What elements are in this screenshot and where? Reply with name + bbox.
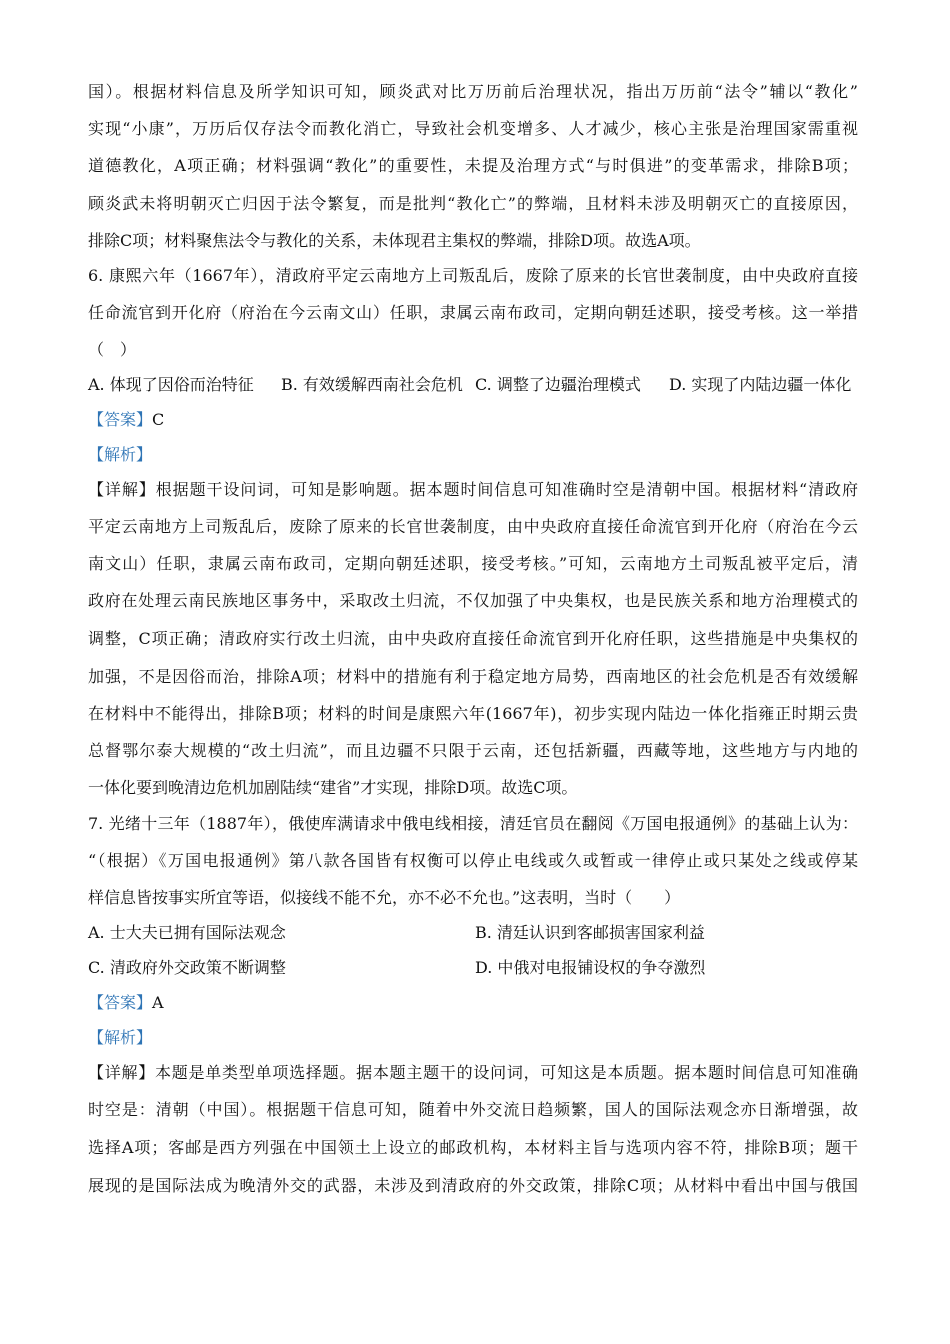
question-6-stem: （ ） <box>88 340 137 359</box>
paragraph-line: 道德教化，A项正确；材料强调“教化”的重要性，未提及治理方式“与时俱进”的变革需求，排除B项； <box>88 156 858 175</box>
q6-detail-line: 政府在处理云南民族地区事务中，采取改土归流，不仅加强了中央集权，也是民族关系和地方治理模式的 <box>88 591 858 610</box>
question-6-stem: 6. 康熙六年（1667年），清政府平定云南地方上司叛乱后，废除了原来的长官世袭制度，由中央政府直接 <box>88 266 858 285</box>
q6-detail-line <box>88 478 858 502</box>
q7-detail-line: 时空是：清朝（中国）。根据题干信息可知，随着中外交流日趋频繁，国人的国际法观念亦日渐增强，故 <box>88 1100 858 1119</box>
question-7-stem: “（根据）《万国电报通例》第八款各国皆有权衡可以停止电线或久或暂或一律停止或只某处之线或停某 <box>88 851 858 870</box>
paragraph-line: 顾炎武未将明朝灭亡归因于法令繁复，而是批判“教化亡”的弊端，且材料未涉及明朝灭亡的直接原因， <box>88 194 858 213</box>
question-7-stem: 样信息皆按事实所宜等语，似接线不能不允，亦不必不允也。”这表明，当时（ ） <box>88 888 681 907</box>
q7-option-b: B. 清廷认识到客邮损害国家利益 <box>475 923 705 942</box>
q7-analysis-label <box>88 1026 858 1050</box>
paragraph-line: 国）。根据材料信息及所学知识可知，顾炎武对比万历前后治理状况，指出万历前“法令”辅以“教化” <box>88 82 858 101</box>
q7-answer <box>88 991 858 1015</box>
detail-text: 根据题干设问词，可知是影响题。据本题时间信息可知准确时空是清朝中国。根据材料“清政府 <box>155 480 858 499</box>
analysis-label: 【解析】 <box>88 1028 153 1047</box>
detail-label: 【详解】 <box>88 480 156 499</box>
detail-label: 【详解】 <box>88 1063 156 1082</box>
q7-option-a: A. 士大夫已拥有国际法观念 <box>88 923 286 942</box>
question-6-stem: 任命流官到开化府（府治在今云南文山）任职，隶属云南布政司，定期向朝廷述职，接受考核。这一举措 <box>88 303 858 322</box>
q6-detail-line: 调整，C项正确；清政府实行改土归流，由中央政府直接任命流官到开化府任职，这些措施是中央集权的 <box>88 629 858 648</box>
q6-answer <box>88 408 858 432</box>
q6-option-a: A. 体现了因俗而治特征 <box>88 375 254 394</box>
q6-option-c: C. 调整了边疆治理模式 <box>475 375 641 394</box>
q6-option-d: D. 实现了内陆边疆一体化 <box>669 375 852 394</box>
q6-detail-line: 加强，不是因俗而治，排除A项；材料中的措施有利于稳定地方局势，西南地区的社会危机是否有效缓解 <box>88 667 858 686</box>
answer-value: A <box>152 993 164 1012</box>
q6-detail-line: 总督鄂尔泰大规模的“改土归流”，而且边疆不只限于云南，还包括新疆，西藏等地，这些地方与内地的 <box>88 741 858 760</box>
answer-label: 【答案】 <box>88 410 153 429</box>
q6-option-b: B. 有效缓解西南社会危机 <box>281 375 463 394</box>
q6-detail-line: 一体化要到晚清边危机加剧陆续“建省”才实现，排除D项。故选C项。 <box>88 778 578 797</box>
q7-detail-line: 选择A项；客邮是西方列强在中国领土上设立的邮政机构，本材料主旨与选项内容不符，排除B项；题干 <box>88 1138 858 1157</box>
q6-analysis-label <box>88 443 858 467</box>
analysis-label: 【解析】 <box>88 445 153 464</box>
answer-label: 【答案】 <box>88 993 153 1012</box>
q6-detail-line: 在材料中不能得出，排除B项；材料的时间是康熙六年(1667年)，初步实现内陆边一体化指雍正时期云贵 <box>88 704 858 723</box>
q7-detail-line <box>88 1061 858 1085</box>
q7-option-d: D. 中俄对电报铺设权的争夺激烈 <box>475 958 706 977</box>
detail-text: 本题是单类型单项选择题。据本题主题干的设问词，可知这是本质题。据本题时间信息可知准确 <box>155 1063 858 1082</box>
q6-detail-line: 南文山）任职，隶属云南布政司，定期向朝廷述职，接受考核。”可知，云南地方土司叛乱被平定后，清 <box>88 554 858 573</box>
q6-detail-line: 平定云南地方上司叛乱后，废除了原来的长官世袭制度，由中央政府直接任命流官到开化府（府治在今云 <box>88 517 858 536</box>
paragraph-line: 排除C项；材料聚焦法令与教化的关系，未体现君主集权的弊端，排除D项。故选A项。 <box>88 231 701 250</box>
answer-value: C <box>152 410 165 429</box>
q7-option-c: C. 清政府外交政策不断调整 <box>88 958 286 977</box>
q7-detail-line: 展现的是国际法成为晚清外交的武器，未涉及到清政府的外交政策，排除C项；从材料中看出中国与俄国 <box>88 1176 858 1195</box>
question-7-stem: 7. 光绪十三年（1887年），俄使库满请求中俄电线相接，清廷官员在翻阅《万国电报通例》的基础上认为： <box>88 814 858 833</box>
paragraph-line: 实现“小康”，万历后仅存法令而教化消亡，导致社会机变增多、人才减少，核心主张是治理国家需重视 <box>88 119 858 138</box>
